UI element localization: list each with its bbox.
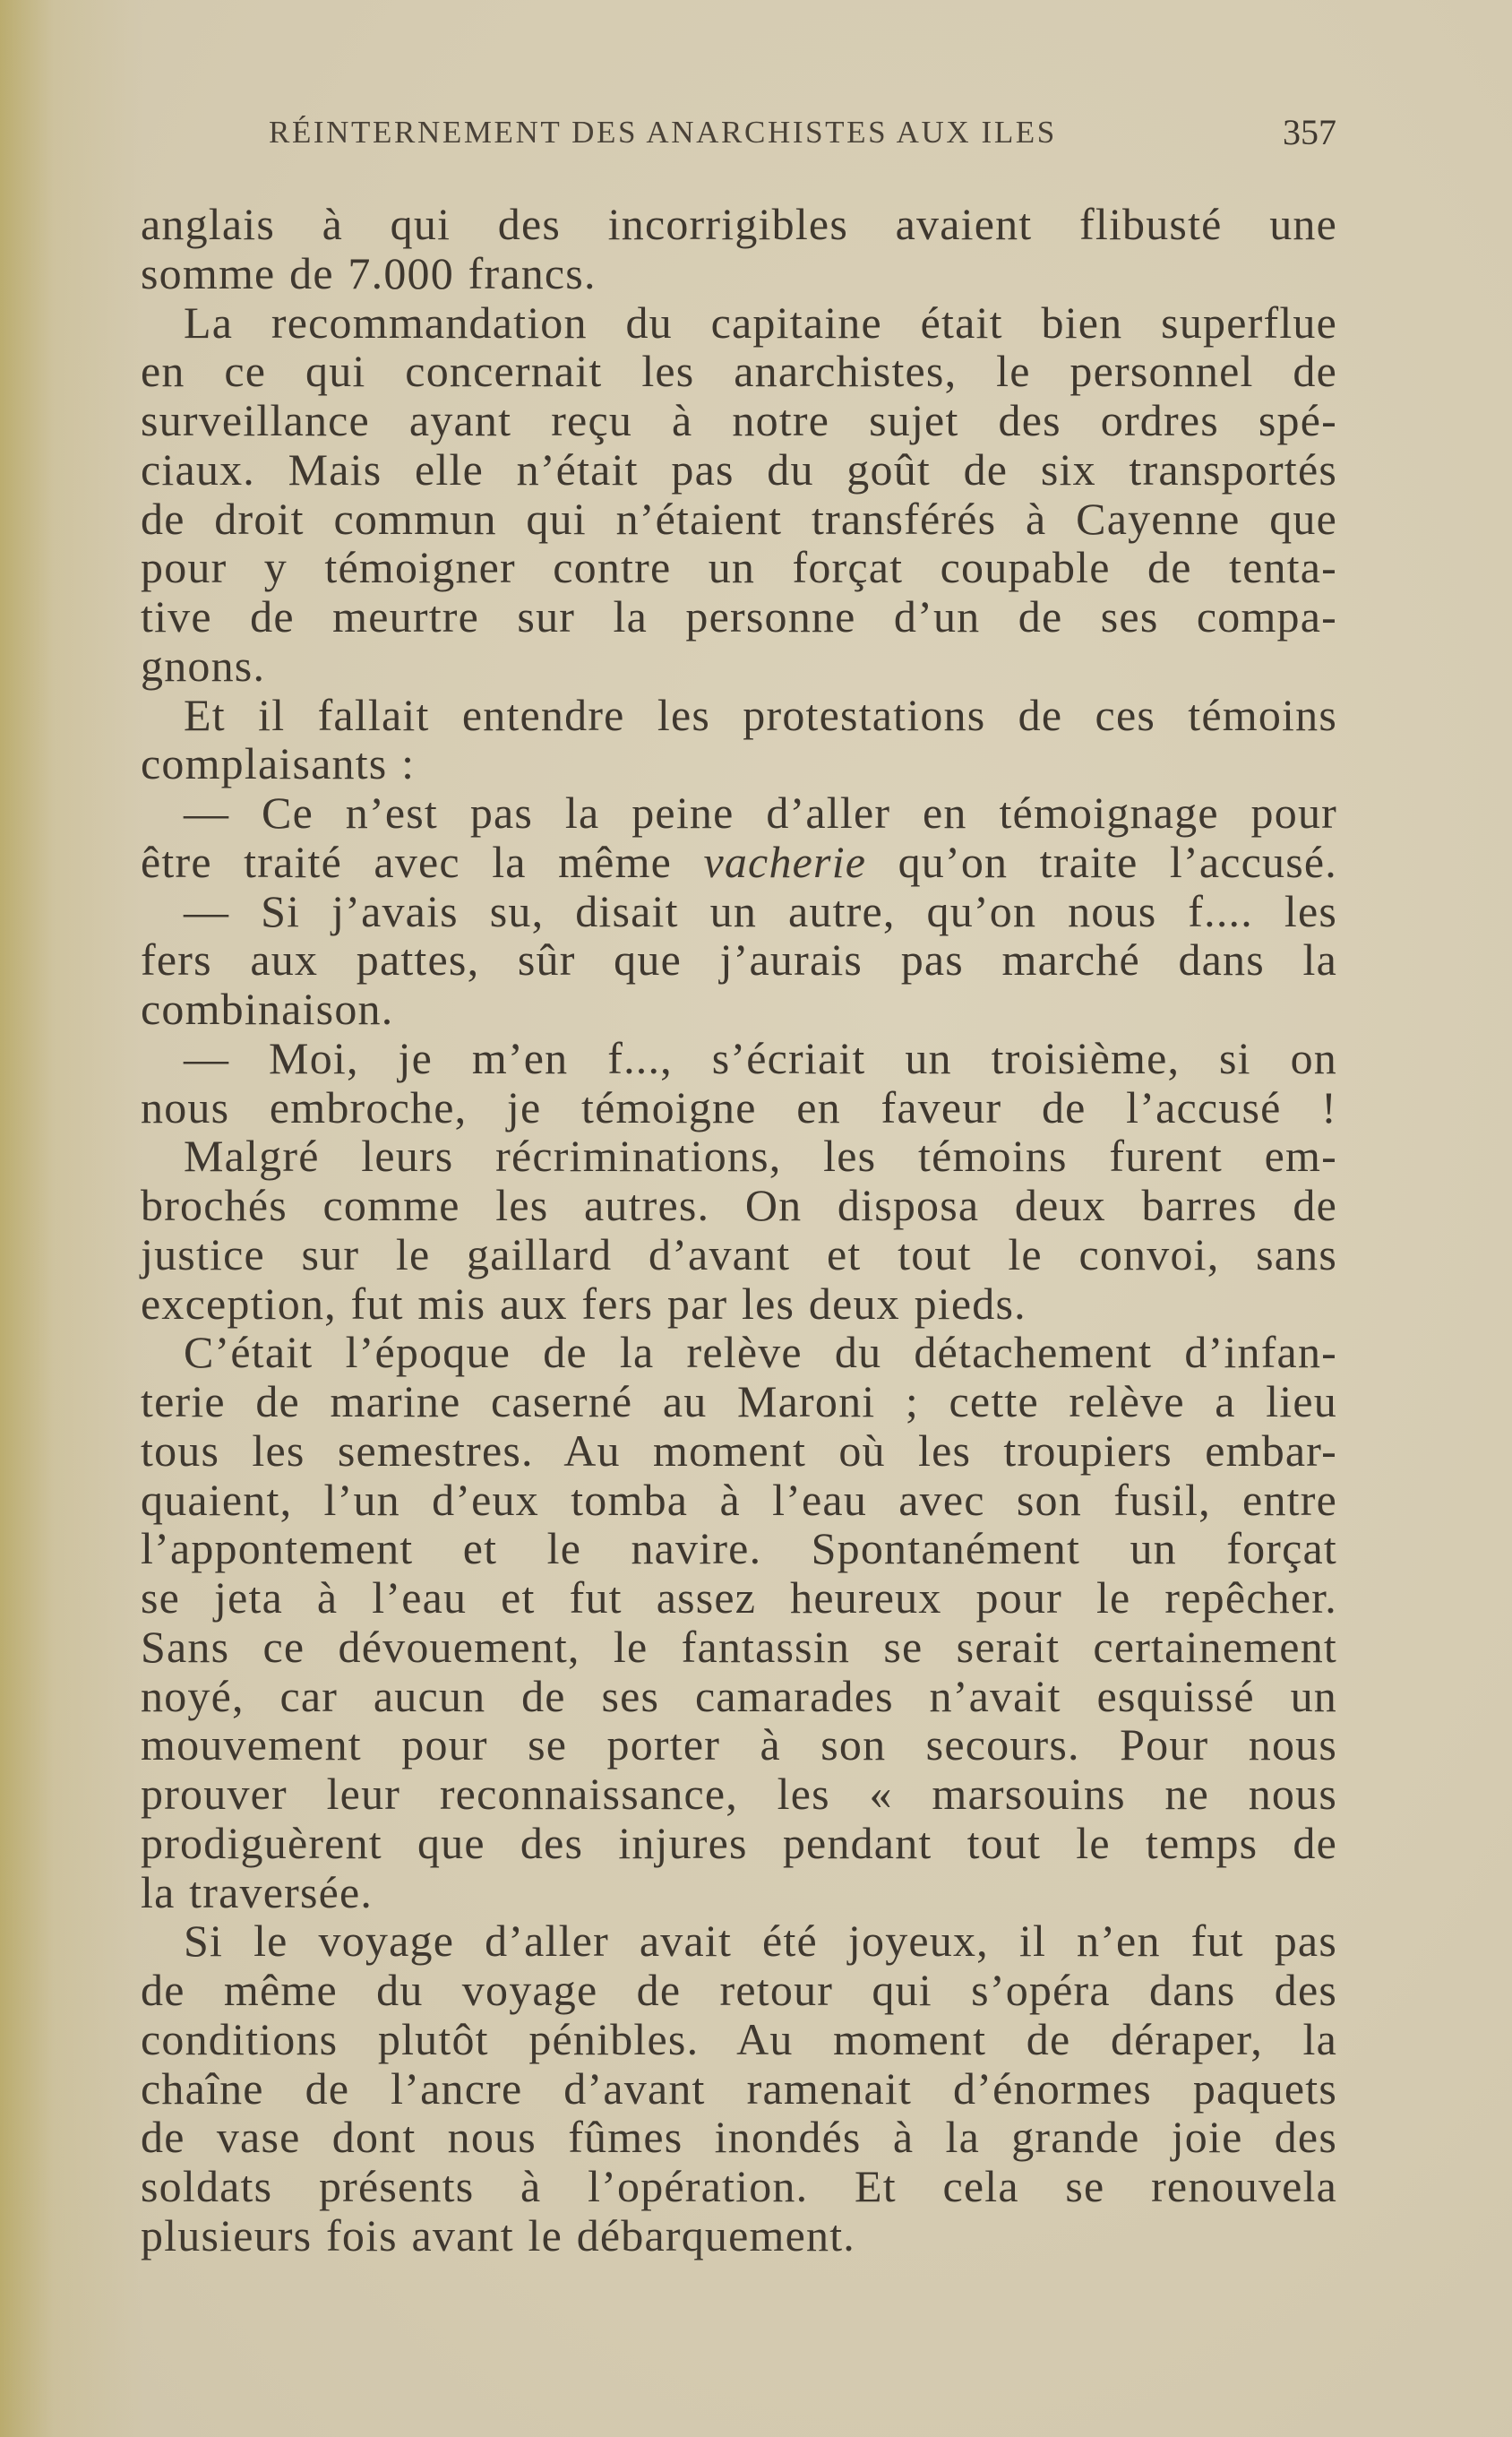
text-line: chaîne de l’ancre d’avant ramenait d’énormes paquets [141,2062,1337,2114]
text-line: la traversée. [141,1866,374,1917]
italic-word: vacherie [703,836,867,887]
text-line: plusieurs fois avant le débarquement. [141,2209,856,2260]
text-line: — Moi, je m’en f..., s’écriait un troisième, si on [184,1032,1337,1083]
text-line: l’appontement et le navire. Spontanément un forçat [141,1523,1337,1574]
running-title: RÉINTERNEMENT DES ANARCHISTES AUX ILES [269,115,1057,150]
text-segment: qu’on traite l’accusé. [866,836,1338,887]
text-line: noyé, car aucun de ses camarades n’avait esquissé un [141,1670,1337,1721]
text-line: se jeta à l’eau et fut assez heureux pour le repêcher. [141,1572,1337,1623]
text-line [141,838,1337,887]
body-text [141,200,1337,2260]
text-line: Malgré leurs récriminations, les témoins furent em- [184,1131,1337,1182]
text-line: soldats présents à l’opération. Et cela se renouvela [141,2161,1337,2211]
text-line: nous embroche, je témoigne en faveur de l’accusé ! [141,1081,1337,1132]
text-line: Si le voyage d’aller avait été joyeux, il n’en fut pas [184,1916,1337,1967]
text-line: tous les semestres. Au moment où les troupiers embar- [141,1425,1337,1476]
text-line: de même du voyage de retour qui s’opéra dans des [141,1965,1337,2015]
text-line: tive de meurtre sur la personne d’un de ses compa- [141,591,1337,642]
text-line: exception, fut mis aux fers par les deux pieds. [141,1278,1027,1329]
text-line: prodiguèrent que des injures pendant tout le temps de [141,1817,1337,1868]
text-line: terie de marine caserné au Maroni ; cette relève a lieu [141,1376,1337,1426]
text-line: anglais à qui des incorrigibles avaient flibusté une [141,199,1337,249]
text-line: ciaux. Mais elle n’était pas du goût de six transportés [141,443,1337,495]
text-line: de droit commun qui n’étaient transférés à Cayenne que [141,493,1337,544]
text-line: prouver leur reconnaissance, les « marsouins ne nous [141,1769,1337,1819]
text-line: fers aux pattes, sûr que j’aurais pas marché dans la [141,934,1337,986]
text-line: Sans ce dévouement, le fantassin se serait certainement [141,1621,1337,1672]
text-line: justice sur le gaillard d’avant et tout le convoi, sans [141,1228,1337,1279]
text-line: combinaison. [141,984,394,1034]
text-line: en ce qui concernait les anarchistes, le personnel de [141,346,1337,397]
page-number: 357 [1283,112,1336,152]
text-line: somme de 7.000 francs. [141,247,597,298]
text-line: surveillance ayant reçu à notre sujet des ordres spé- [141,395,1337,445]
text-line: Et il fallait entendre les protestations de ces témoins [184,689,1337,740]
text-line: mouvement pour se porter à son secours. Pour nous [141,1719,1337,1770]
text-line: de vase dont nous fûmes inondés à la grande joie des [141,2112,1337,2163]
text-line: — Ce n’est pas la peine d’aller en témoignage pour [184,788,1337,838]
text-line: complaisants : [141,738,416,789]
text-line: — Si j’avais su, disait un autre, qu’on nous f.... les [184,885,1337,936]
text-line: conditions plutôt pénibles. Au moment de déraper, la [141,2013,1337,2064]
page-header [269,108,1336,158]
text-line: pour y témoigner contre un forçat coupable de tenta- [141,542,1337,593]
text-line: C’était l’époque de la relève du détachement d’infan- [184,1327,1337,1378]
text-line: quaient, l’un d’eux tomba à l’eau avec son fusil, entre [141,1474,1337,1525]
text-line: brochés comme les autres. On disposa deux barres de [141,1180,1337,1230]
text-segment: être traité avec la même [141,836,704,887]
text-line: gnons. [141,640,266,691]
text-line: La recommandation du capitaine était bien superflue [184,297,1337,348]
